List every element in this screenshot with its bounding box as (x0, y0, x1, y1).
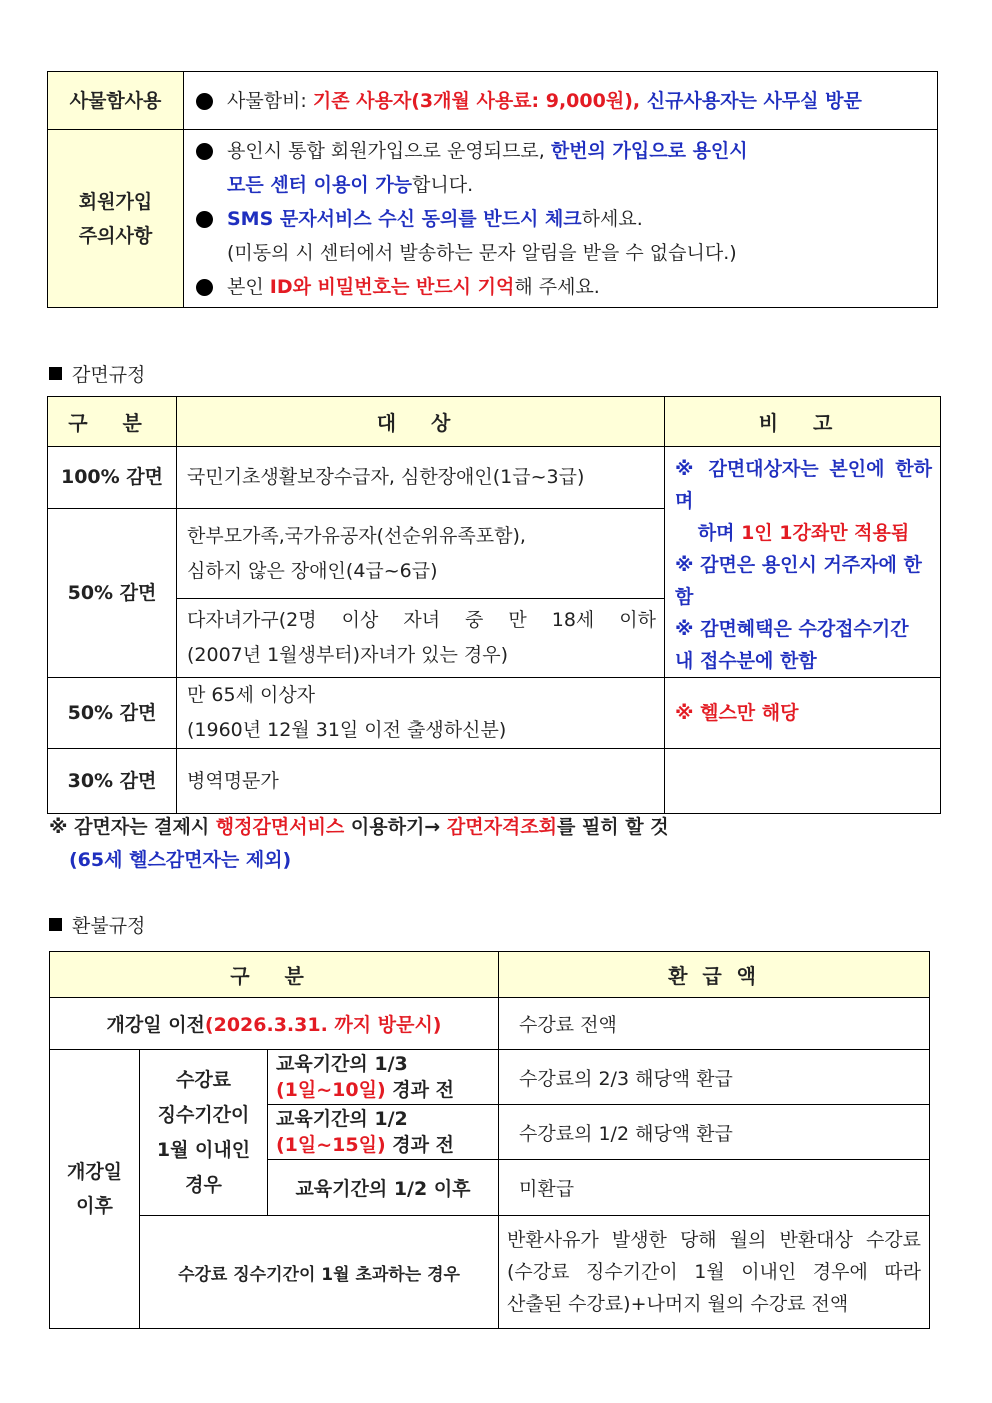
locker-label: 사물함사용 (48, 72, 184, 130)
refund-amount: 수강료의 1/2 해당액 환급 (499, 1105, 930, 1160)
discount-category: 100% 감면 (48, 447, 177, 509)
discount-target: 한부모가족,국가유공자(선순위유족포함), 심하지 않은 장애인(4급~6급) (177, 509, 665, 599)
discount-header-target: 대 상 (177, 397, 665, 447)
membership-label: 회원가입 주의사항 (48, 130, 184, 308)
discount-note: ※ 헬스만 해당 (665, 678, 941, 749)
refund-within-label: 수강료 징수기간이 1월 이내인 경우 (140, 1050, 268, 1216)
refund-after-label: 개강일 이후 (50, 1050, 140, 1329)
refund-header-amount: 환 급 액 (499, 952, 930, 998)
refund-period: 교육기간의 1/3 (1일~10일) 경과 전 (268, 1050, 499, 1105)
membership-info: 용인시 통합 회원가입으로 운영되므로, 한번의 가입으로 용인시 모든 센터 이용이 가능합니다. SMS 문자서비스 수신 동의를 반드시 체크하세요. (미동의 시 센터에서 발송하는 문자 알림을 받을 수 없습니다.) 본인 ID와 비밀번호는 반드시 기억해 주세요. (184, 130, 938, 308)
refund-section-title: 환불규정 (49, 911, 145, 938)
discount-remarks: ※ 감면대상자는 본인에 한하며 하며 1인 1강좌만 적용됨 ※ 감면은 용인시 거주자에 한함 ※ 감면혜택은 수강접수기간 내 접수분에 한함 (665, 447, 941, 678)
discount-target: 다자녀가구(2명 이상 자녀 중 만 18세 이하 (2007년 1월생부터)자녀가 있는 경우) (177, 599, 665, 678)
square-bullet-icon (49, 367, 62, 380)
discount-section-title: 감면규정 (49, 360, 145, 387)
refund-period: 교육기간의 1/2 이후 (268, 1160, 499, 1216)
discount-target: 국민기초생활보장수급자, 심한장애인(1급~3급) (177, 447, 665, 509)
refund-over-amount: 반환사유가 발생한 당해 월의 반환대상 수강료 (수강료 징수기간이 1월 이내인 경우에 따라 산출된 수강료)+나머지 월의 수강료 전액 (499, 1216, 930, 1329)
refund-over-label: 수강료 징수기간이 1월 초과하는 경우 (140, 1216, 499, 1329)
refund-amount: 미환급 (499, 1160, 930, 1216)
refund-amount: 수강료의 2/3 해당액 환급 (499, 1050, 930, 1105)
discount-header-category: 구 분 (48, 397, 177, 447)
refund-period: 교육기간의 1/2 (1일~15일) 경과 전 (268, 1105, 499, 1160)
discount-empty-cell (665, 749, 941, 814)
discount-category: 50% 감면 (48, 509, 177, 678)
discount-target: 만 65세 이상자 (1960년 12월 31일 이전 출생하신분) (177, 678, 665, 749)
square-bullet-icon (49, 918, 62, 931)
discount-category: 50% 감면 (48, 678, 177, 749)
discount-target: 병역명문가 (177, 749, 665, 814)
locker-info: 사물함비: 기존 사용자(3개월 사용료: 9,000원), 신규사용자는 사무실 방문 (184, 72, 938, 130)
discount-header-remark: 비 고 (665, 397, 941, 447)
refund-header-category: 구 분 (50, 952, 499, 998)
bullet-icon (196, 211, 213, 228)
refund-table (49, 951, 930, 1329)
refund-amount: 수강료 전액 (499, 998, 930, 1050)
refund-before-label: 개강일 이전(2026.3.31. 까지 방문시) (50, 998, 499, 1050)
discount-table (47, 396, 941, 814)
bullet-icon (196, 143, 213, 160)
info-table (47, 71, 938, 308)
discount-category: 30% 감면 (48, 749, 177, 814)
discount-footnote: ※ 감면자는 결제시 행정감면서비스 이용하기→ 감면자격조회를 필히 할 것 (65세 헬스감면자는 제외) (49, 816, 669, 871)
bullet-icon (196, 279, 213, 296)
bullet-icon (196, 93, 213, 110)
